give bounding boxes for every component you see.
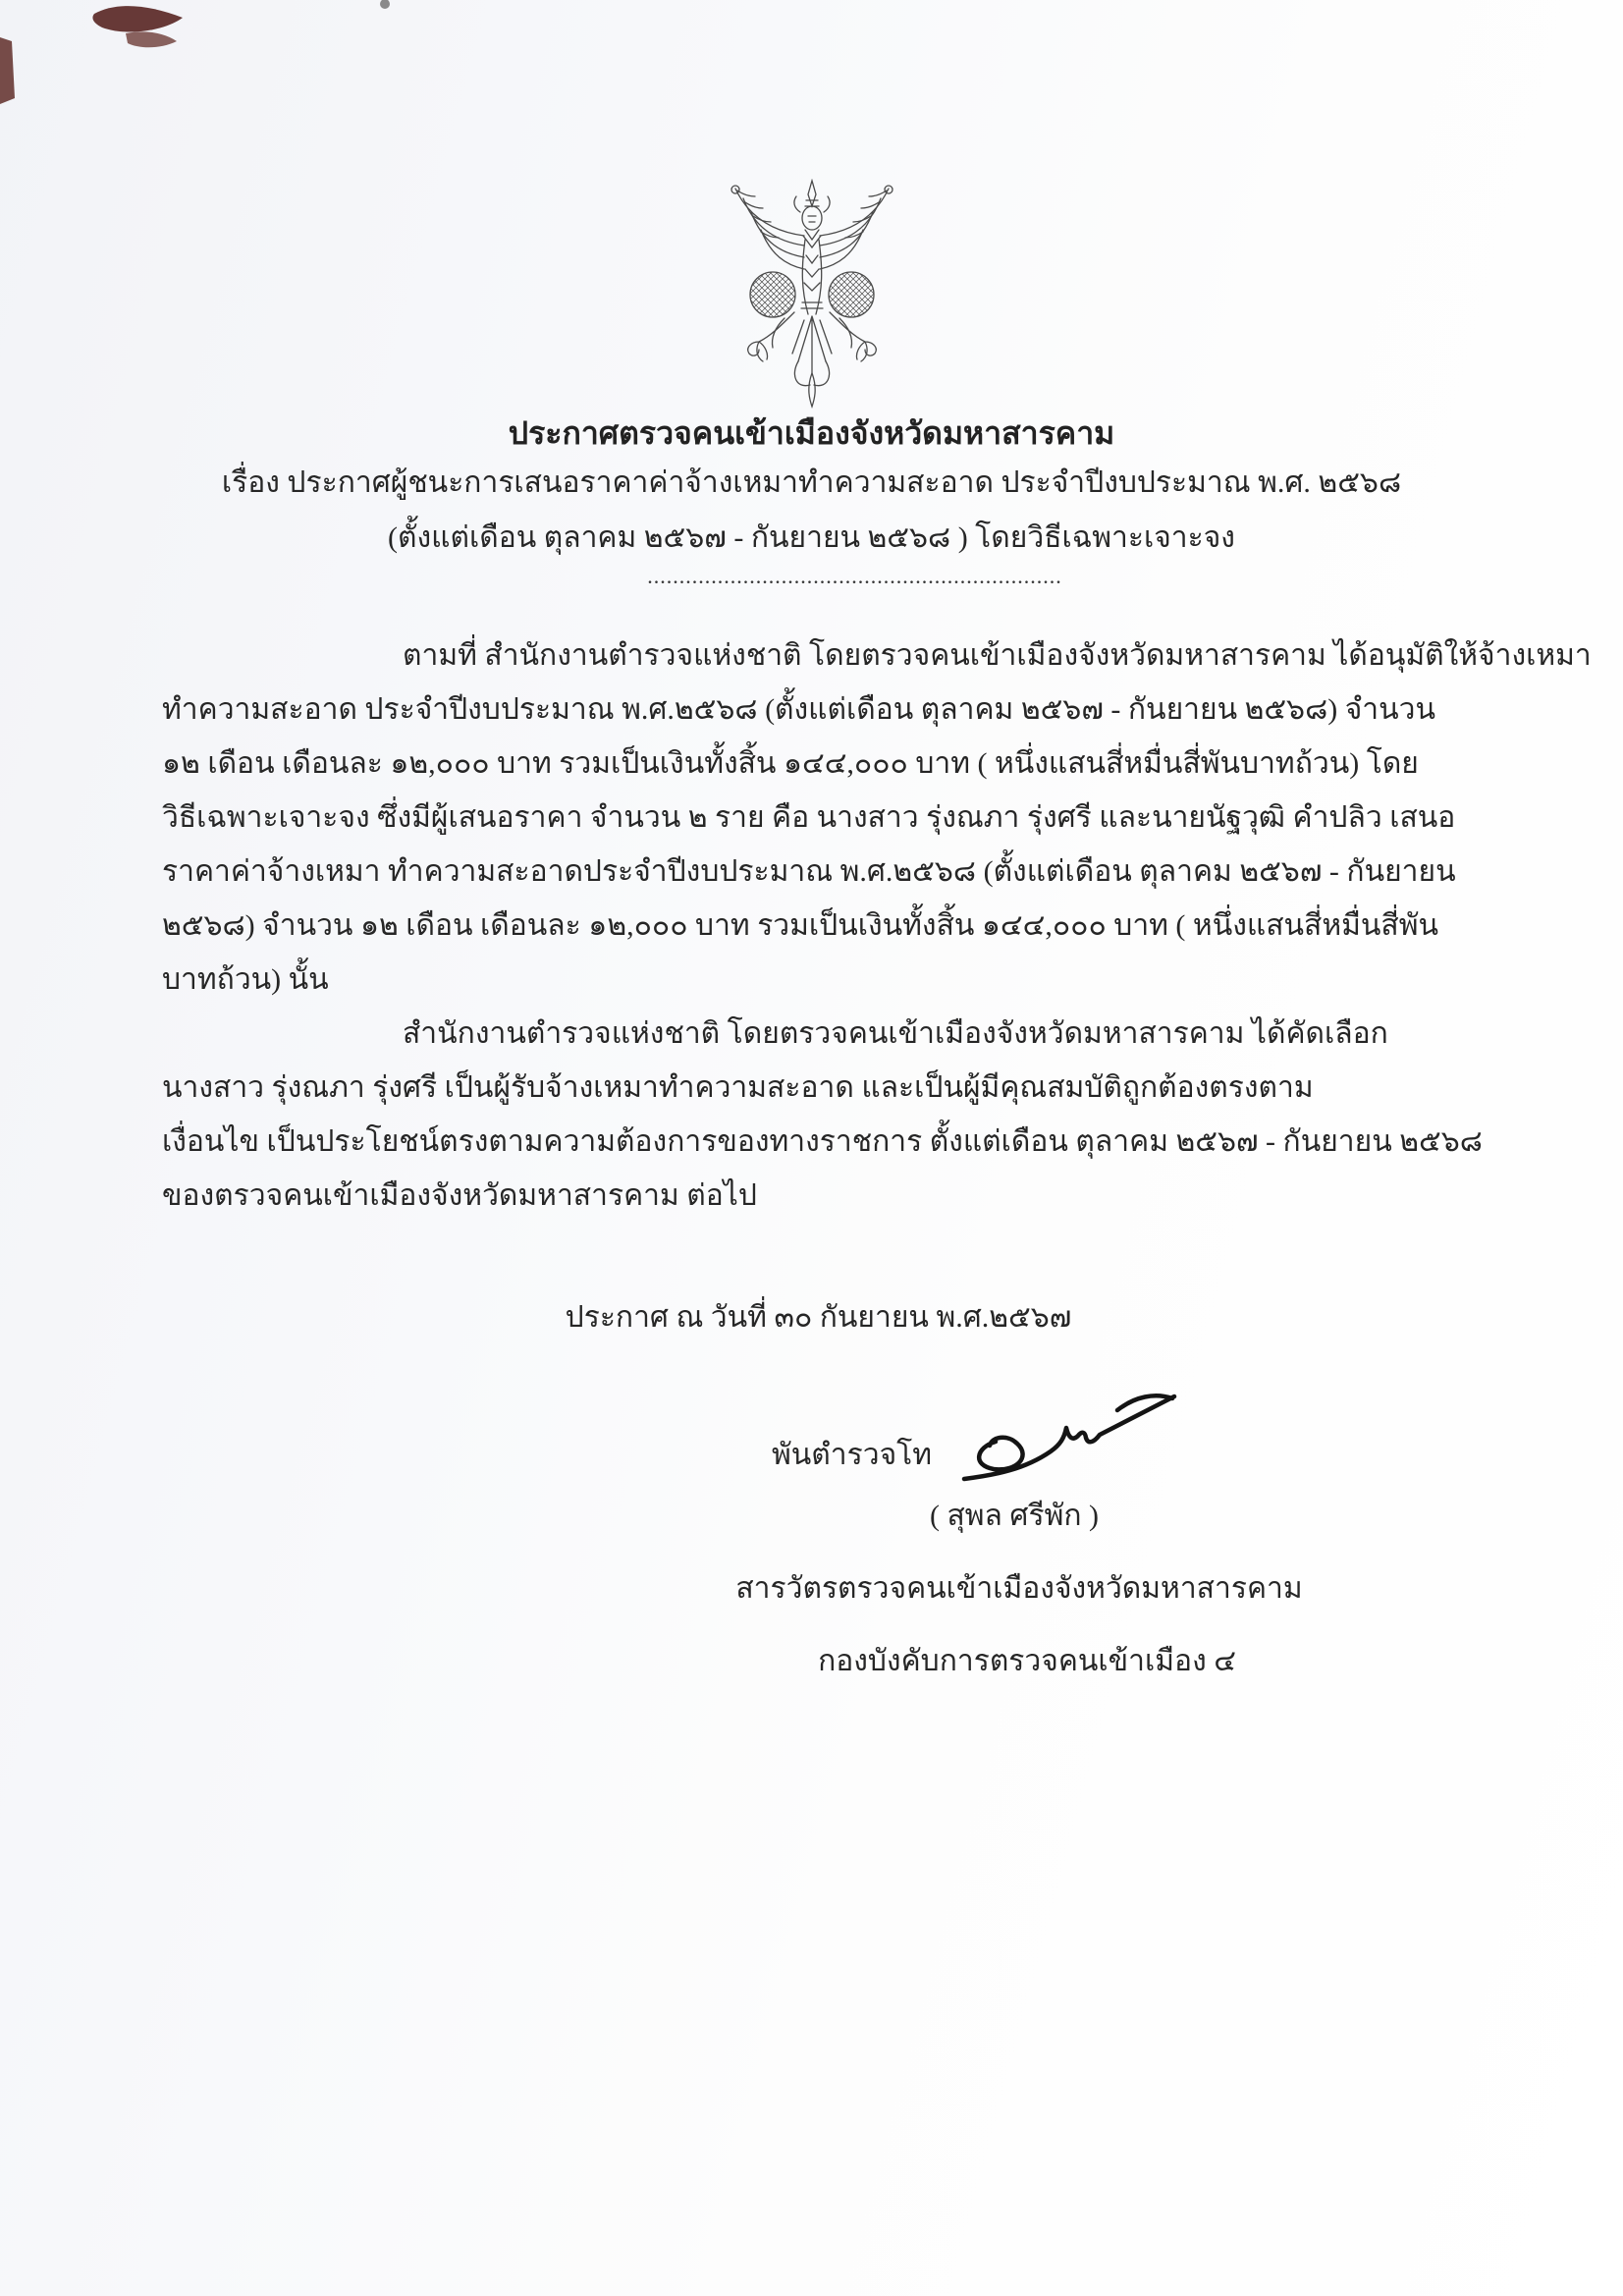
paragraph2-line: นางสาว รุ่งณภา รุ่งศรี เป็นผู้รับจ้างเหมาทำความสะอาด และเป็นผู้มีคุณสมบัติถูกต้องตรงตาม [162, 1071, 1314, 1104]
signer-name: ( สุพล ศรีพัก ) [929, 1500, 1100, 1532]
subject-line-1: เรื่อง ประกาศผู้ชนะการเสนอราคาค่าจ้างเหมาทำความสะอาด ประจำปีงบประมาณ พ.ศ. ๒๕๖๘ [221, 466, 1402, 499]
paragraph2-line: ของตรวจคนเข้าเมืองจังหวัดมหาสารคาม ต่อไป [162, 1179, 757, 1212]
document-title: ประกาศตรวจคนเข้าเมืองจังหวัดมหาสารคาม [508, 415, 1115, 451]
announcement-date-line: ประกาศ ณ วันที่ ๓๐ กันยายน พ.ศ.๒๕๖๗ [565, 1301, 1072, 1334]
handwritten-signature-icon [952, 1383, 1184, 1499]
dotted-divider: ................................................................. [647, 564, 1062, 588]
paragraph1-line: ๒๕๖๘) จำนวน ๑๒ เดือน เดือนละ ๑๒,๐๐๐ บาท รวมเป็นเงินทั้งสิ้น ๑๔๔,๐๐๐ บาท ( หนึ่งแสนสี่หมื่นสี่พัน [162, 909, 1438, 942]
signer-division: กองบังคับการตรวจคนเข้าเมือง ๔ [818, 1645, 1236, 1677]
signature-block [607, 1402, 1422, 1711]
paragraph1-line: ราคาค่าจ้างเหมา ทำความสะอาดประจำปีงบประมาณ พ.ศ.๒๕๖๘ (ตั้งแต่เดือน ตุลาคม ๒๕๖๗ - กันยายน [162, 855, 1456, 888]
signature-row [607, 1402, 1422, 1493]
body-text [162, 629, 1592, 1223]
garuda-emblem-icon [724, 179, 900, 419]
paragraph1-line: วิธีเฉพาะเจาะจง ซึ่งมีผู้เสนอราคา จำนวน ๒ ราย คือ นางสาว รุ่งณภา รุ่งศรี และนายนัฐวุฒิ คำปลิว เสนอ [162, 801, 1456, 834]
signer-rank: พันตำรวจโท [772, 1439, 933, 1471]
paragraph1-line: ตามที่ สำนักงานตำรวจแห่งชาติ โดยตรวจคนเข้าเมืองจังหวัดมหาสารคาม ได้อนุมัติให้จ้างเหมา [403, 639, 1592, 672]
scan-artifact-marks [0, 0, 432, 128]
paragraph2-line: สำนักงานตำรวจแห่งชาติ โดยตรวจคนเข้าเมืองจังหวัดมหาสารคาม ได้คัดเลือก [403, 1017, 1388, 1050]
subject-line-2: (ตั้งแต่เดือน ตุลาคม ๒๕๖๗ - กันยายน ๒๕๖๘ ) โดยวิธีเฉพาะเจาะจง [388, 521, 1235, 554]
paragraph1-line: ทำความสะอาด ประจำปีงบประมาณ พ.ศ.๒๕๖๘ (ตั้งแต่เดือน ตุลาคม ๒๕๖๗ - กันยายน ๒๕๖๘) จำนวน [162, 693, 1436, 726]
signer-position: สารวัตรตรวจคนเข้าเมืองจังหวัดมหาสารคาม [735, 1572, 1303, 1605]
paragraph2-line: เงื่อนไข เป็นประโยชน์ตรงตามความต้องการของทางราชการ ตั้งแต่เดือน ตุลาคม ๒๕๖๗ - กันยายน ๒๕๖๘ [162, 1125, 1483, 1158]
paragraph1-line: บาทถ้วน) นั้น [162, 963, 329, 996]
paragraph1-line: ๑๒ เดือน เดือนละ ๑๒,๐๐๐ บาท รวมเป็นเงินทั้งสิ้น ๑๔๔,๐๐๐ บาท ( หนึ่งแสนสี่หมื่นสี่พันบาทถ้วน) โดย [162, 747, 1419, 780]
